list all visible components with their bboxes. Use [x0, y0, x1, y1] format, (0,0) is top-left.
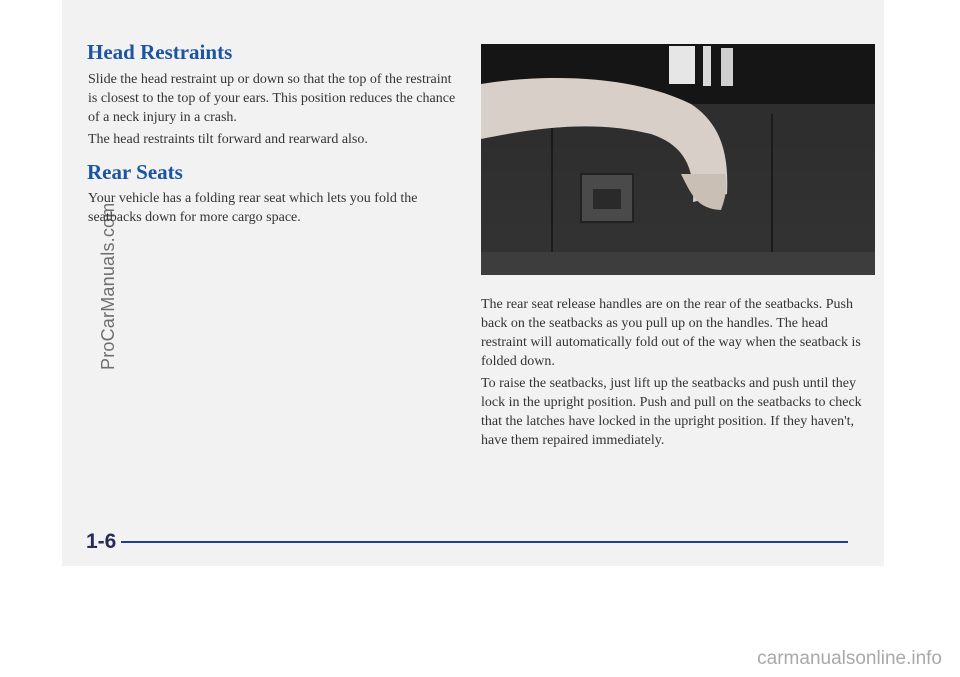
page-number: 1-6 [86, 530, 117, 553]
raise-seatbacks-paragraph: To raise the seatbacks, just lift up the seatbacks and push until they lock in the upright position. Push and pull on the seatbacks to check that the latches have locked in the upright position. If they haven't, have them repaired immediately. [481, 376, 862, 448]
footer-rule [121, 541, 848, 543]
head-restraints-paragraph-2: The head restraints tilt forward and rearward also. [88, 132, 368, 147]
seatback-handle-illustration [481, 44, 875, 275]
rear-seats-paragraph-1: Your vehicle has a folding rear seat which lets you fold the seatbacks down for more cargo space. [88, 191, 418, 225]
watermark: ProCarManuals.com [98, 202, 118, 370]
heading-head-restraints: Head Restraints [87, 40, 233, 64]
rear-seat-release-photo [481, 44, 875, 275]
footer-url: carmanualsonline.info [757, 648, 942, 669]
release-handles-paragraph: The rear seat release handles are on the rear of the seatbacks. Push back on the seatbacks as you pull up on the handles. The head restraint will automatically fold out of the way when the seatback is folded down. [481, 297, 861, 369]
heading-rear-seats: Rear Seats [87, 160, 183, 184]
head-restraints-paragraph-1: Slide the head restraint up or down so that the top of the restraint is closest to the top of your ears. This position reduces the chance of a neck injury in a crash. [88, 72, 456, 125]
